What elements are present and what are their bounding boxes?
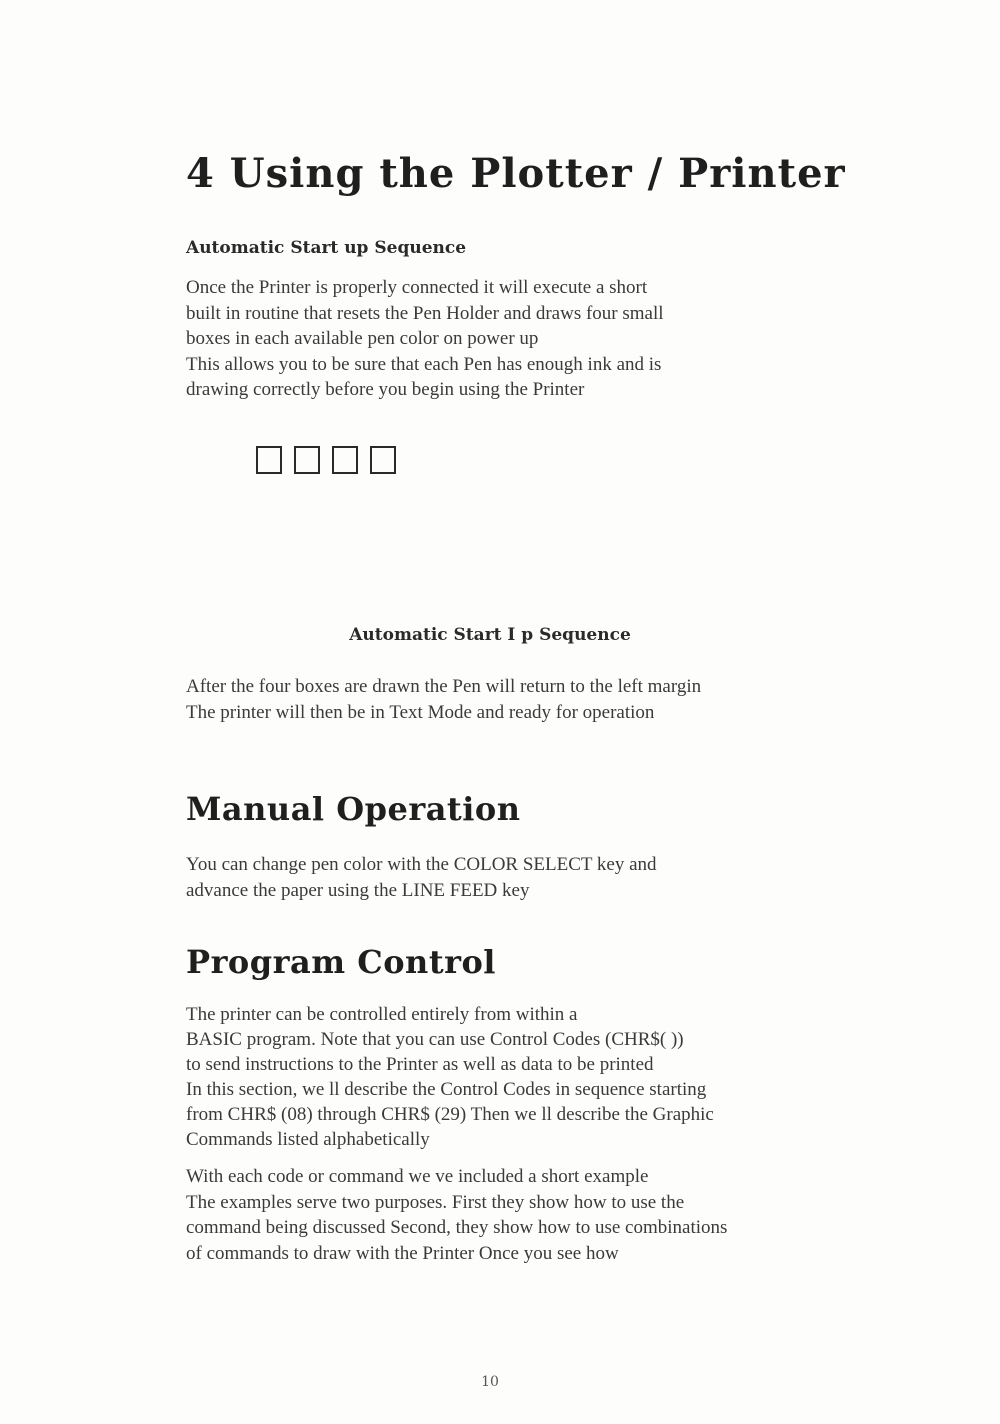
startup-boxes-figure [256, 446, 396, 474]
manual-operation-paragraph: You can change pen color with the COLOR SELECT key and advance the paper using the LINE FEED key [186, 854, 657, 901]
pen-test-box [256, 446, 282, 474]
figure-caption: Automatic Start I p Sequence [349, 625, 631, 645]
after-boxes-paragraph: After the four boxes are drawn the Pen will return to the left margin The printer will then be in Text Mode and ready for operation [186, 676, 702, 723]
startup-heading: Automatic Start up Sequence [186, 238, 467, 258]
page-number: 10 [481, 1374, 499, 1390]
manual-operation-heading: Manual Operation [186, 790, 521, 828]
pen-test-box [332, 446, 358, 474]
pen-test-box [294, 446, 320, 474]
chapter-title: 4 Using the Plotter / Printer [186, 150, 846, 197]
program-control-heading: Program Control [186, 943, 496, 981]
program-control-paragraph-1: The printer can be controlled entirely from within a BASIC program. Note that you can use Control Codes (CHR$( )) to send instructions to the Printer as well as data to be printed In this section, we ll describe the Control Codes in sequence starting from CHR$ (08) through CHR$ (29) Then we ll describe the Graphic Commands listed alphabetically [186, 1004, 714, 1150]
program-control-paragraph-2: With each code or command we ve included a short example The examples serve two purposes. First they show how to use the command being discussed Second, they show how to use combinations of commands to draw with the Printer Once you see how [186, 1166, 728, 1264]
startup-paragraph: Once the Printer is properly connected it will execute a short built in routine that resets the Pen Holder and draws four small boxes in each available pen color on power up This allows you to be sure that each Pen has enough ink and is drawing correctly before you begin using the Printer [186, 277, 664, 400]
pen-test-box [370, 446, 396, 474]
